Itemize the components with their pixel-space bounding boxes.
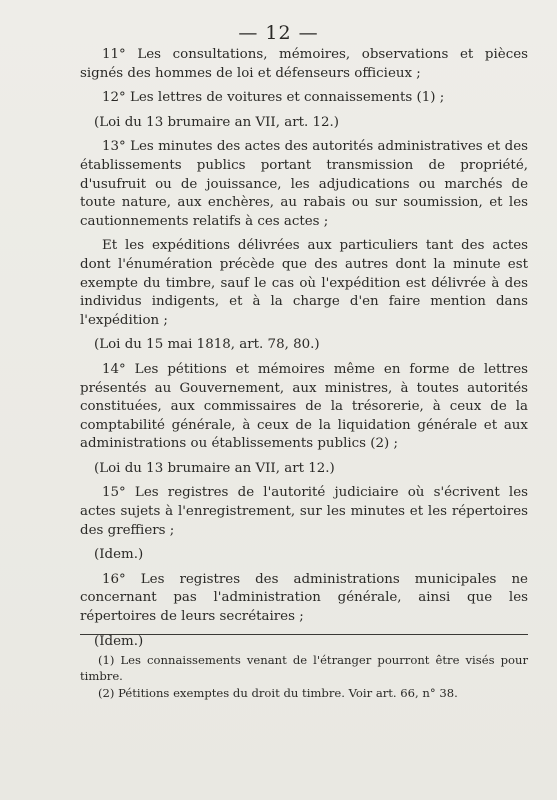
page-number: — 12 — [238,22,319,44]
paragraph-item-14: 14° Les pétitions et mémoires même en forme de lettres présentés au Gouvernement, aux ministres, à toutes autorités constituées, aux commissaires de la trésorerie, à ceux de la comptabilité générale, à ceux de la liquidation générale et aux administrations ou établissements publics (2) ; [80,361,528,452]
footnote-divider [80,634,528,635]
footnote-1: (1) Les connaissements venant de l'étranger pourront être visés pour timbre. [80,653,528,683]
law-reference: (Loi du 15 mai 1818, art. 78, 80.) [94,337,320,353]
law-reference: (Loi du 13 brumaire an VII, art 12.) [94,460,335,476]
law-reference: (Idem.) [94,547,144,563]
paragraph-expeditions: Et les expéditions délivrées aux particuliers tant des actes dont l'énumération précède que des autres dont la minute est exempte du timbre, sauf le cas où l'expédition est délivrée à des individus indigents, et à la charge d'en faire mention dans l'expédition ; [80,238,528,328]
law-reference: (Loi du 13 brumaire an VII, art. 12.) [94,114,340,130]
paragraph-item-13: 13° Les minutes des actes des autorités administratives et des établissements publics portant transmission de propriété, d'usufruit ou de jouissance, les adjudications ou marchés de toute nature, aux enchères, au rabais ou sur soumission, et les cautionnements relatifs à ces actes ; [80,139,528,229]
main-text [80,46,528,657]
paragraph-item-12: 12° Les lettres de voitures et connaissements (1) ; [102,90,445,106]
law-reference: (Idem.) [94,633,144,649]
footnotes [80,652,528,702]
paragraph-item-15: 15° Les registres de l'autorité judiciaire où s'écrivent les actes sujets à l'enregistrement, sur les minutes et les répertoires des greffiers ; [80,485,528,538]
paragraph-item-11: 11° Les consultations, mémoires, observations et pièces signés des hommes de loi et défenseurs officieux ; [80,47,528,81]
footnote-2: (2) Pétitions exemptes du droit du timbre. Voir art. 66, n° 38. [98,686,458,700]
paragraph-item-16: 16° Les registres des administrations municipales ne concernant pas l'administration générale, ainsi que les répertoires de leurs secrétaires ; [80,571,528,625]
